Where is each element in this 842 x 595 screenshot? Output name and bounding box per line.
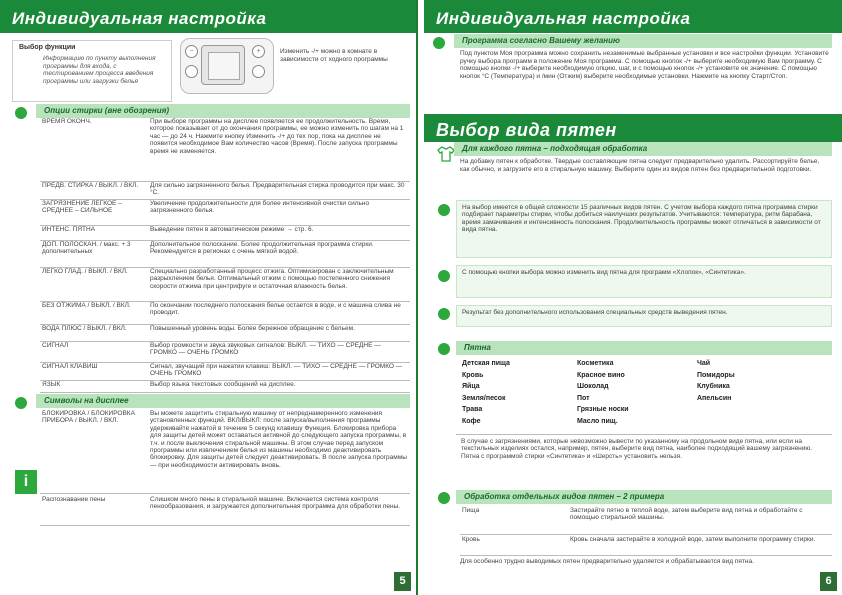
page-number-left: 5 <box>394 572 411 591</box>
option-row <box>40 118 410 180</box>
bullet-icon <box>438 204 450 216</box>
stain-item: Кофе <box>462 417 481 425</box>
stain-item: Яйца <box>462 383 480 390</box>
option-value: Выбор громкости и звука звуковых сигналов: ВЫКЛ. — ТИХО — СРЕДНЕ — ГРОМКО — ОЧЕНЬ ГРОМКО <box>150 342 381 357</box>
right-page-title: Индивидуальная настройка <box>424 0 842 33</box>
program-text: Под пунктом Моя программа можно сохранить незаменимые выбранные установки и все настройки функции. Установите ручку выбора программ в положение Моя программа. С помощью кнопок -/+ выберите необходимую Вам программу. С помощью кнопки -/+ выберите необходимую опцию, шаг, и с помощью кнопок -/+ установите ее значение. С помощью кнопок °C (Температура) и /мин (Отжим) выберите необходимые установки. Нажмите на кнопку Старт/Стоп. <box>460 50 829 80</box>
example-value: Застирайте пятно в теплой воде, затем выберите вид пятна и обработайте с помощью стиральной машины. <box>570 507 803 522</box>
option-value: Дополнительное полоскание. Более продолжительная программа стирки. Рекомендуется в регионах с очень мягкой водой. <box>150 241 374 256</box>
stain-item: Земля/песок <box>462 394 506 402</box>
bullet-icon <box>15 397 27 409</box>
bullet-icon <box>438 343 450 355</box>
option-value: Увеличение продолжительности для более интенсивной очистки сильно загрязненного белья. <box>150 200 370 215</box>
options-header: Опции стирки (вне обозрения) <box>36 104 410 118</box>
intro-label: Выбор функции <box>19 44 76 51</box>
option-row <box>40 381 410 391</box>
symbol-key: Распознавание пены <box>42 496 106 503</box>
stain-item: Пот <box>577 394 590 402</box>
option-row <box>40 200 410 224</box>
panel-button-icon <box>252 65 265 78</box>
footnote: Для особенно трудно выводимых пятен предварительно удаляется и обрабатывается вид пятна. <box>460 558 754 565</box>
symbol-key: БЛОКИРОВКА / БЛОКИРОВКА ПРИБОРА / ВЫКЛ. / ВКЛ. <box>42 410 135 425</box>
option-row <box>40 342 410 361</box>
option-row <box>40 268 410 300</box>
option-key: ЗАГРЯЗНЕНИЕ ЛЕГКОЕ – СРЕДНЕЕ – СИЛЬНОЕ <box>42 200 122 215</box>
stains-section-header: Пятна <box>456 341 832 355</box>
option-row <box>40 325 410 340</box>
option-value: По окончании последнего полоскания белье остается в воде, и с машина слива не проводит. <box>150 302 401 317</box>
option-row <box>40 226 410 239</box>
symbol-value: Слишком много пены в стиральной машине. Включается система контроля пенообразования, и загружается дополнительная программа для обработки пены. <box>150 496 401 511</box>
stain-note: В случае с загрязнениями, которые невозможно вывести по указанному на продольном виде пятна, или если на текстильных изделиях остался, например, пятен, выберите вид пятна, наиболее подходящий вашему загрязнению. Пятна с программой стирки «Синтетика» и «Шерсть» установить нельзя. <box>456 434 832 484</box>
left-page <box>0 0 418 595</box>
left-page-title: Индивидуальная настройка <box>0 0 416 33</box>
option-key: ВРЕМЯ ОКОНЧ. <box>42 118 92 125</box>
option-value: Повышенный уровень воды. Более бережное обращение с бельем. <box>150 325 355 332</box>
option-row <box>40 302 410 323</box>
stain-item: Чай <box>697 360 711 367</box>
symbol-value: Вы можете защитить стиральную машину от непреднамеренного изменения установленных функций. ВКЛ/ВЫКЛ: после запуска/выполнения программы удерживайте нажатой в течение 5 секунд клавишу Функция. Блокировка прибора для защиты детей может оставаться активной до следующего запуска программы, в т.ч. и после выключения стиральной машины. В этом случае перед запуском программы или извлечением белья из машины необходимо деактивировать блокировку. Для защиты детей следует деактивировать. В после запуска программы — при необходимости активировать вновь. <box>150 410 407 469</box>
stain-box-2: С помощью кнопки выбора можно изменить вид пятна для программ «Хлопок», «Синтетика». <box>456 265 832 298</box>
option-value: Выведение пятен в автоматическом режиме → стр. 6. <box>150 226 314 233</box>
example-value: Кровь сначала застирайте в холодной воде, затем выполните программу стирки. <box>570 536 816 543</box>
option-key: ИНТЕНС. ПЯТНА <box>42 226 96 233</box>
symbol-row <box>40 496 410 524</box>
stain-item: Кровь <box>462 371 484 379</box>
option-key: ВОДА ПЛЮС / ВЫКЛ. / ВКЛ. <box>42 325 127 332</box>
bullet-icon <box>433 37 445 49</box>
option-key: ПРЕДВ. СТИРКА / ВЫКЛ. / ВКЛ. <box>42 182 139 189</box>
stain-box-3: Результат без дополнительного использования специальных средств выведения пятен. <box>456 305 832 327</box>
option-key: ЛЕГКО ГЛАД. / ВЫКЛ. / ВКЛ. <box>42 268 128 275</box>
stain-item: Масло пищ. <box>577 417 618 425</box>
option-key: БЕЗ ОТЖИМА / ВЫКЛ. / ВКЛ. <box>42 302 131 309</box>
panel-minus-icon: − <box>185 45 198 58</box>
row-divider <box>40 525 410 526</box>
stain-item: Грязные носки <box>577 406 629 413</box>
option-row <box>40 363 410 379</box>
example-key: Кровь <box>462 536 480 543</box>
option-key: СИГНАЛ КЛАВИШ <box>42 363 98 370</box>
option-row <box>40 241 410 266</box>
stain-item: Шоколад <box>577 383 609 390</box>
bullet-icon <box>438 270 450 282</box>
stain-item: Апельсин <box>697 394 732 402</box>
bullet-icon <box>15 107 27 119</box>
intro-text: Информацию по пункту выполнения программы для входа, с тестированием процесса введения программы или загрузки белья <box>43 55 156 85</box>
bullet-icon <box>438 308 450 320</box>
stains-title: Выбор вида пятен <box>424 114 842 142</box>
stain-item: Детская пища <box>462 360 510 367</box>
right-page <box>424 0 842 595</box>
row-divider <box>40 493 410 494</box>
stain-item: Красное вино <box>577 371 625 379</box>
info-icon: i <box>15 470 37 494</box>
page-number-right: 6 <box>820 572 837 591</box>
option-row <box>40 182 410 198</box>
row-divider <box>40 392 410 393</box>
option-value: Выбор языка текстовых сообщений на дисплее. <box>150 381 296 388</box>
panel-display <box>201 45 245 85</box>
symbol-row <box>40 410 410 492</box>
every-stain-header: Для каждого пятна – подходящая обработка <box>454 142 832 156</box>
example-row <box>460 536 832 554</box>
program-header: Программа согласно Вашему желанию <box>454 34 832 48</box>
intro-text-right: Изменить -/+ можно в комнате в зависимости от ходного программы <box>280 48 388 63</box>
option-value: Для сильно загрязненного белья. Предварительная стирка проводится при макс. 30 °C. <box>150 182 405 197</box>
stain-item: Клубника <box>697 383 730 390</box>
stain-item: Помидоры <box>697 371 735 379</box>
option-value: При выборе программы на дисплее появляется ее продолжительность. Время, которое показывает от до окончания программы, ее можно изменить по шагам на 1 час — до 24 ч. Нажмите кнопку Изменить -/+ до тех пор, пока на дисплее не появится необходимое Вам количество часов (Время). После запуска программы время не изменяется. <box>150 118 404 155</box>
bullet-icon <box>438 492 450 504</box>
shirt-icon <box>437 146 455 162</box>
example-row <box>460 507 832 533</box>
stain-item: Трава <box>462 406 483 413</box>
option-key: ДОП. ПОЛОСКАН. / макс. + 3 дополнительных <box>42 241 131 256</box>
every-stain-text: На добавку пятен к обработке. Твердые составляющие пятна следует предварительно удалить. Рассортируйте белье, как обычно, и загрузите его в стиральную машину. Выберите один из видов пятен без предварительной подготовки. <box>460 158 820 173</box>
option-key: ЯЗЫК <box>42 381 61 388</box>
symbols-header: Символы на дисплее <box>36 394 410 408</box>
stain-item: Косметика <box>577 360 614 367</box>
intro-box <box>12 40 172 102</box>
example-key: Пища <box>462 507 480 514</box>
row-divider <box>460 534 832 535</box>
control-panel-illustration <box>180 38 274 94</box>
option-value: Специально разработанный процесс отжига. Оптимизирован с заключительным разрыхлением белья. Оптимальный отжим с помощью постепенного снижения скорости отжима при центрифуге и остаточная влажность белья. <box>150 268 394 290</box>
option-key: СИГНАЛ <box>42 342 69 349</box>
row-divider <box>460 555 832 556</box>
panel-button-icon <box>185 65 198 78</box>
option-value: Сигнал, звучащий при нажатии клавиш: ВЫКЛ. — ТИХО — СРЕДНЕ — ГРОМКО — ОЧЕНЬ ГРОМКО <box>150 363 403 378</box>
two-examples-header: Обработка отдельных видов пятен – 2 примера <box>456 490 832 504</box>
panel-plus-icon: + <box>252 45 265 58</box>
stain-box-1: На выбор имеется в общей сложности 15 различных видов пятен. С учетом выбора каждого пятна программа стирки подбирает параметры стирки, чтобы добиться наилучших результатов. Учитываются: температура, ритм барабана, время замачивания и интенсивность полоскания. Продолжительность программы может отличаться в зависимости от вида пятна. <box>456 200 832 258</box>
